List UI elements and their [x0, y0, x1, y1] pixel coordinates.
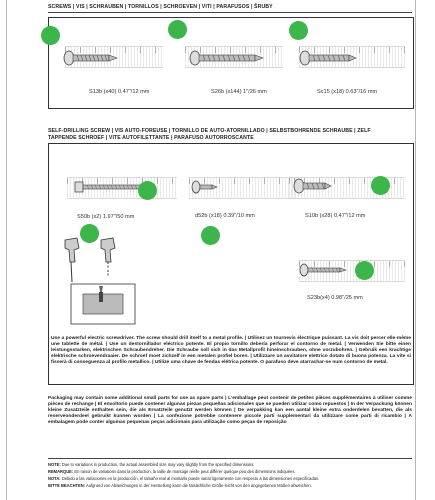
- green-marker-dot: [355, 261, 374, 280]
- green-marker-dot: [138, 181, 157, 200]
- screw-caption: d52b (x18) 0.39"/10 mm: [195, 213, 255, 219]
- note-line: NOTA: Debido a las variaciones en la producción, el tamaño real al montarlo puede variar ligeramente con respecto a las dimensiones especificadas.: [48, 476, 320, 481]
- page-right-edge: [415, 0, 416, 500]
- screw-icon: [299, 263, 349, 277]
- screw-caption: S10b (x28) 0.47"/12 mm: [305, 213, 366, 219]
- screw-icon: [63, 50, 123, 66]
- notes-rule: [48, 458, 412, 459]
- screw-caption: S13b (x40) 0.47"/12 mm: [89, 89, 150, 95]
- screw-icon: [189, 50, 269, 66]
- screw-caption: S50b (x2) 1.97"/50 mm: [77, 214, 135, 220]
- green-marker-dot: [168, 20, 187, 39]
- green-marker-dot: [289, 21, 308, 40]
- note-line: REMARQUE: En raison de variations dans la production, la taille de montage réelle peut différer quelque peu des dimensions indiquées.: [48, 469, 296, 474]
- green-marker-dot: [80, 224, 99, 243]
- screws-heading: SCREWS | VIS | SCHRAUBEN | TORNILLOS | SCHROEVEN | VITI | PARAFUSOS | ŠRUBY: [48, 4, 273, 10]
- self-drilling-heading: SELF-DRILLING SCREW | VIS AUTO-FOREUSE | TORNILLO DE AUTO-ATORNILLADO | SELBSTBOHRENDE SCHRAUBE | ZELF: [48, 128, 371, 134]
- screw-caption: S26b (x144) 1"/26 mm: [211, 89, 267, 95]
- green-marker-dot: [201, 226, 220, 245]
- self-drilling-heading: TAPPENDE SCHROEF | VITE AUTOFILETTANTE | PARAFUSO AUTORROSCANTE: [48, 135, 254, 141]
- heading-rule: [48, 12, 412, 13]
- drill-instruction-text: Use a powerful electric screwdriver. The screw should drill itself to a metal profile. | Utilisez un tournevis électrique puissant. La vis doit percer elle-même une tablette de métal. | Use un destornillador eléctrico potente. El propio tornillo debería perforar el contorno de metal. | Verwenden Sie bitte einen leistungsstarken, elektrischen Schraubendreher. Die Schraube soll sich in das Metallprofil hineinschrauben, ohne vorzubohren. | Gebruik een krachtige elektrische schroevendraaier. De schroef moet zichzelf in een metalen profiel boren. | Utilizzare un avvitatore elettrico dotato di buona potenza. La vite si fisserà di conseguenza al profilo metallico. | Utilize uma chave de fendas elétrica potente. O parafuso deve atarrachar-se num contorno de metal.: [51, 336, 411, 366]
- screw-caption: S23b(x4) 0.98"/25 mm: [307, 295, 363, 301]
- screw-icon: [293, 178, 333, 194]
- screw-icon: [299, 50, 359, 66]
- screw-caption: Sc15 (x18) 0.63"/16 mm: [317, 89, 378, 95]
- note-line: NOTE: Due to variations in production, the actual assembled size may vary slightly from the specified dimensions.: [48, 462, 255, 467]
- screws-box: [48, 17, 414, 109]
- screw-icon: [191, 180, 221, 194]
- note-line: BITTE BEACHTEN: Aufgrund von Abweichungen in der Herstellung kann die tatsächliche Größe leicht von den angegebenen Maßen abweichen.: [48, 483, 312, 488]
- drill-illustration: [63, 236, 153, 328]
- page-left-edge: [6, 0, 7, 500]
- packaging-notice: Packaging may contain some additional small parts for use as spare parts | L'emballage peut contenir de petites pièces supplémentaires à utiliser comme pièces de rechange | El envoltorio puede contener algunas piezas pequeñas adicionales que se pueden utilizar como repuestos | In der Verpackung können kleine Zusatzteile enthalten sein, die als Ersatzteile genutzt werden können | De verpakking kan een aantal kleine extra onderdelen bevatten, die als reserveonderdeel gebruikt kunnen worden | La confezione potrebbe contenere piccole parti supplementari da utilizzare come parti di ricambio | A embalagem pode conter algumas pequenas peças adicionais para utilização como peças de reposição: [48, 396, 412, 426]
- green-marker-dot: [41, 26, 60, 45]
- green-marker-dot: [371, 176, 390, 195]
